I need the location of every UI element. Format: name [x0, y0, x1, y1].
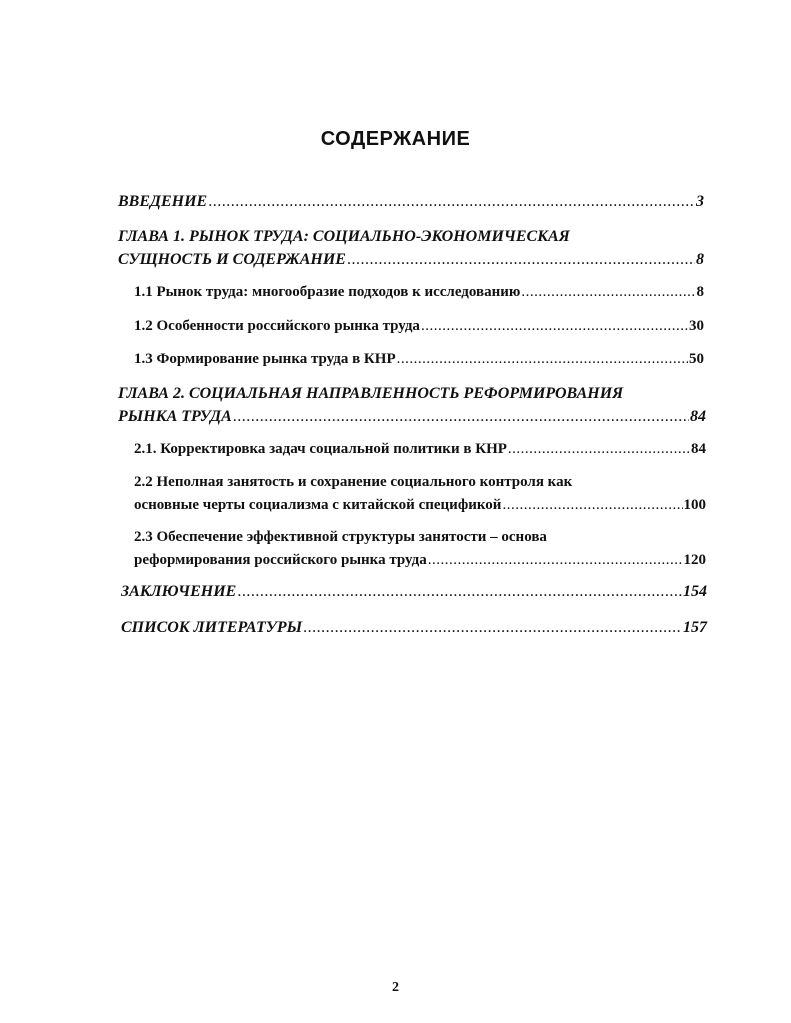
toc-entry-label-line2: СУЩНОСТЬ И СОДЕРЖАНИЕ — [118, 251, 346, 268]
toc-entry-label: ВВЕДЕНИЕ — [118, 193, 208, 210]
toc-entry-label-line1: 2.2 Неполная занятость и сохранение социального контроля как — [134, 474, 573, 490]
toc-entry-page: 100 — [683, 497, 706, 513]
toc-entry-label-line1: 2.3 Обеспечение эффективной структуры занятости – основа — [134, 529, 547, 545]
toc-entry-chapter-1[interactable] — [118, 225, 704, 271]
toc-entry-section-2-2[interactable] — [134, 471, 706, 517]
dot-leader — [421, 315, 688, 338]
toc-entry-page: 84 — [691, 441, 706, 457]
toc-entry-section-2-3[interactable] — [134, 526, 706, 572]
dot-leader — [397, 348, 688, 371]
toc-entry-page: 8 — [696, 251, 704, 268]
dot-leader — [233, 405, 689, 428]
page-title: СОДЕРЖАНИЕ — [320, 128, 471, 150]
toc-entry-page: 8 — [696, 284, 704, 300]
toc-entry-page: 157 — [683, 619, 707, 636]
toc-entry-page: 154 — [683, 583, 707, 600]
toc-entry-section-2-1[interactable] — [134, 438, 706, 461]
toc-entry-page: 120 — [683, 552, 706, 568]
toc-entry-page: 50 — [689, 351, 704, 367]
toc-entry-label-line2: основные черты социализма с китайской спецификой — [134, 497, 502, 513]
dot-leader — [208, 190, 695, 213]
toc-entry-label-line2: реформирования российского рынка труда — [134, 552, 427, 568]
toc-entry-section-1-3[interactable] — [134, 348, 704, 371]
toc-entry-label-line1: ГЛАВА 1. РЫНОК ТРУДА: СОЦИАЛЬНО-ЭКОНОМИЧЕСКАЯ — [118, 228, 570, 245]
toc-entry-section-1-2[interactable] — [134, 315, 704, 338]
dot-leader — [508, 438, 690, 461]
toc-entry-label: 1.1 Рынок труда: многообразие подходов к исследованию — [134, 284, 521, 300]
toc-entry-introduction[interactable] — [118, 190, 704, 213]
toc-entry-page: 30 — [689, 318, 704, 334]
toc-entry-bibliography[interactable] — [121, 616, 707, 639]
toc-entry-page: 3 — [696, 193, 704, 210]
page-number: 2 — [392, 980, 399, 995]
toc-entry-chapter-2[interactable] — [118, 382, 706, 428]
toc-entry-page: 84 — [690, 408, 706, 425]
toc-entry-conclusion[interactable] — [121, 580, 707, 603]
toc-entry-label-line2: РЫНКА ТРУДА — [118, 408, 232, 425]
dot-leader — [303, 616, 682, 639]
toc-entry-label: 1.2 Особенности российского рынка труда — [134, 318, 420, 334]
toc-entry-label-line1: ГЛАВА 2. СОЦИАЛЬНАЯ НАПРАВЛЕННОСТЬ РЕФОРМИРОВАНИЯ — [118, 385, 624, 402]
toc-entry-label: 1.3 Формирование рынка труда в КНР — [134, 351, 396, 367]
toc-entry-label: ЗАКЛЮЧЕНИЕ — [121, 583, 237, 600]
dot-leader — [502, 494, 682, 517]
toc-entry-label: 2.1. Корректировка задач социальной политики в КНР — [134, 441, 507, 457]
dot-leader — [521, 281, 695, 304]
dot-leader — [347, 248, 695, 271]
toc-entry-label: СПИСОК ЛИТЕРАТУРЫ — [121, 619, 303, 636]
dot-leader — [428, 549, 683, 572]
toc-entry-section-1-1[interactable] — [134, 281, 704, 304]
dot-leader — [237, 580, 682, 603]
